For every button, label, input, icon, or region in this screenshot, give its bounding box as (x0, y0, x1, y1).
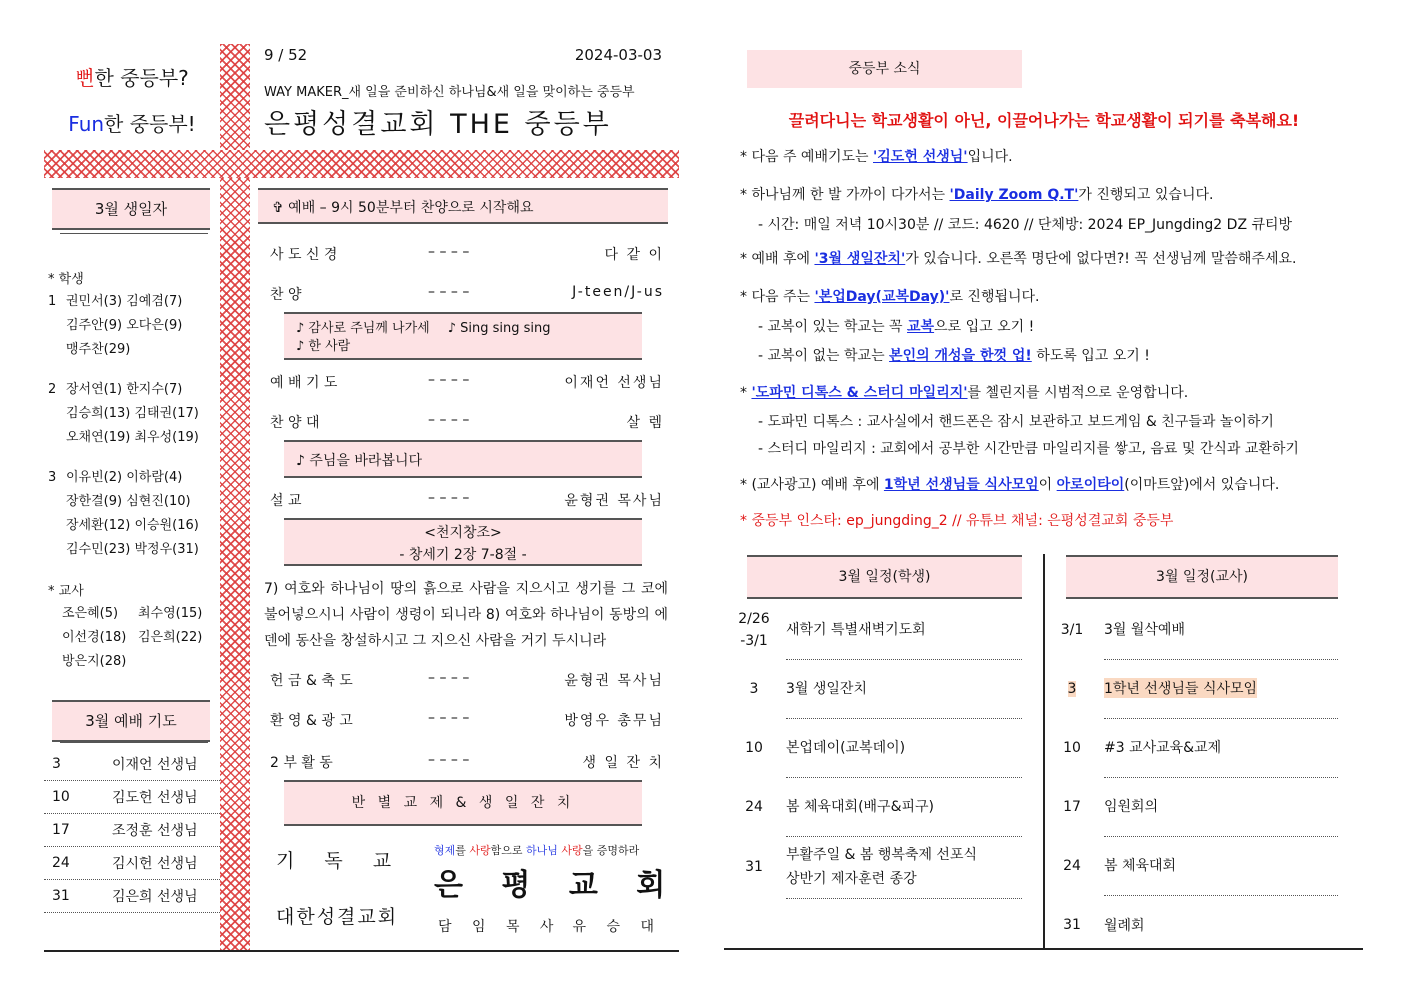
schedule-event: 봄 체육대회(배구&피구) (786, 777, 1022, 837)
order-value: 윤형권 목사님 (564, 673, 664, 689)
schedule-event: 새학기 특별새벽기도회 (786, 600, 1022, 660)
news-text: 으로 입고 오기 ! (934, 319, 1035, 335)
order-row (270, 670, 664, 690)
schedule-date: 31 (1063, 916, 1081, 933)
news-item (740, 474, 1279, 494)
birthday-line: 장한결(9) 심현진(10) (66, 494, 191, 509)
order-value: 살 렘 (626, 415, 664, 431)
slogan-1 (44, 62, 220, 91)
news-item (740, 146, 1013, 166)
birthday-line: 김수민(23) 박정우(31) (66, 542, 199, 557)
schedule-event: 봄 체육대회 (1104, 836, 1338, 896)
news-link[interactable]: 'Daily Zoom Q.T' (949, 187, 1079, 203)
order-value: 생 일 잔 치 (582, 755, 664, 771)
news-subitem: - 스터디 마일리지 : 교회에서 공부한 시간만큼 마일리지를 쌓고, 음료 및 간식과 교환하기 (758, 441, 1299, 457)
news-text: * 하나님께 한 발 가까이 다가서는 (740, 187, 950, 203)
schedule-date: 24 (1063, 857, 1081, 874)
birthday-line: 장세환(12) 이승원(16) (66, 518, 199, 533)
news-link[interactable]: '본업Day(교복Day)' (814, 289, 950, 305)
news-link[interactable]: '도파민 디톡스 & 스터디 마일리지' (751, 385, 968, 401)
schedule-date: 10 (1063, 739, 1081, 756)
order-row (270, 752, 664, 772)
news-headline: 끌려다니는 학교생활이 아닌, 이끌어나가는 학교생활이 되기를 축복해요! (788, 111, 1300, 130)
slogan-1-accent: 뻔 (75, 66, 95, 90)
news-item (740, 184, 1213, 204)
schedule-vertical-divider (1043, 554, 1045, 950)
order-label: 2 부 활 동 (270, 755, 333, 771)
prayer-date: 3 (52, 756, 61, 772)
motto-part: 함으로 (490, 844, 527, 857)
title-divider (60, 233, 208, 234)
teacher-item: 조은혜(5) (62, 606, 119, 621)
footer-church-name: 은 평 교 회 (434, 868, 680, 903)
news-text: 하도록 입고 오기 ! (1031, 348, 1150, 364)
order-dash: – – – – (428, 372, 470, 388)
teacher-list (62, 602, 218, 674)
schedule-students (734, 600, 1022, 898)
bulletin-date: 2024-03-03 (574, 46, 662, 64)
order-label: 사 도 신 경 (270, 247, 338, 263)
news-text: * (교사광고) 예배 후에 (740, 477, 884, 493)
news-text: - 교복이 없는 학교는 (758, 348, 890, 364)
pastor-label: 담 임 목 사 (438, 919, 562, 935)
news-subitem (758, 316, 1034, 336)
order-value: 다 같 이 (604, 247, 664, 263)
schedule-teachers-title: 3월 일정(교사) (1066, 555, 1338, 599)
schedule-event: 본업데이(교복데이) (786, 718, 1022, 778)
slogan-1-rest: 한 중등부? (94, 66, 189, 90)
teacher-item: 방은지(28) (62, 654, 127, 669)
prayer-title: 3월 예배 기도 (52, 700, 210, 742)
order-label: 찬 양 대 (270, 415, 320, 431)
left-page-bottom-line (44, 950, 679, 952)
news-text: * 예배 후에 (740, 251, 815, 267)
birthday-line: 장서연(1) 한지수(7) (66, 382, 183, 397)
order-value: 이재언 선생님 (564, 375, 664, 391)
motto-part: 하나님 (526, 844, 562, 857)
prayer-name: 조정훈 선생님 (112, 823, 198, 839)
news-text: 가 있습니다. 오른쪽 명단에 없다면?! 꼭 선생님께 말씀해주세요. (905, 251, 1297, 267)
birthday-title: 3월 생일자 (52, 188, 210, 230)
order-value: J-teen/J-us (572, 284, 664, 300)
schedule-event-highlight: 1학년 선생님들 식사모임 (1104, 678, 1257, 698)
slogan-2-accent: Fun (68, 112, 105, 136)
worship-header: ✞ 예배 – 9시 50분부터 찬양으로 시작해요 (258, 188, 668, 224)
motto-part: 형제 (434, 844, 456, 857)
teacher-item: 최수영(15) (138, 606, 203, 621)
news-text: 를 첼린지를 시범적으로 운영합니다. (967, 385, 1189, 401)
prayer-row (44, 814, 220, 847)
bottom-band: 반 별 교 제 & 생 일 잔 치 (284, 780, 642, 826)
order-row (270, 372, 664, 392)
schedule-event: 3월 생일잔치 (786, 659, 1022, 719)
order-label: 찬 양 (270, 287, 302, 303)
birthday-line: 이유빈(2) 이하람(4) (66, 470, 183, 485)
footer-denomination: 기 독 교 (276, 850, 404, 872)
schedule-students-title: 3월 일정(학생) (747, 555, 1022, 599)
news-text: * (740, 385, 752, 401)
order-dash: – – – – (428, 412, 470, 428)
news-item (740, 286, 1040, 306)
schedule-row (1054, 718, 1338, 777)
news-link[interactable]: 아로이타이 (1056, 477, 1125, 493)
song-item: ♪ Sing sing sing (447, 321, 551, 336)
order-value: 방영우 총무님 (564, 713, 664, 729)
order-label: 예 배 기 도 (270, 375, 338, 391)
prayer-date: 24 (52, 855, 70, 871)
schedule-row (734, 659, 1022, 718)
schedule-teachers (1054, 600, 1338, 954)
schedule-row (734, 836, 1022, 898)
news-link[interactable]: '김도헌 선생님' (873, 149, 968, 165)
schedule-row (1054, 777, 1338, 836)
news-text: 입니다. (967, 149, 1013, 165)
prayer-name: 김도헌 선생님 (112, 790, 198, 806)
grade-group-3 (48, 466, 218, 562)
motto-part: 사랑 (469, 844, 491, 857)
news-title: 중등부 소식 (747, 50, 1022, 88)
news-text: 로 진행됩니다. (949, 289, 1040, 305)
schedule-date-highlight: 3 (1067, 680, 1077, 697)
scripture-text: 7) 여호와 하나님이 땅의 흙으로 사람을 지으시고 생기를 그 코에 불어넣으시니 사람이 생령이 되니라 8) 여호와 하나님이 동방의 에덴에 동산을 창설하시고 그 지으신 사람을 거기 두시니라 (264, 581, 668, 649)
prayer-name: 김시헌 선생님 (112, 856, 198, 872)
schedule-event (1104, 659, 1338, 719)
order-dash: – – – – (428, 284, 470, 300)
news-text: 이 (1038, 477, 1057, 493)
order-label: 설 교 (270, 493, 302, 509)
footer-motto (434, 842, 639, 858)
birthday-line: 권민서(3) 김예겸(7) (66, 294, 183, 309)
order-label: 헌 금 & 축 도 (270, 673, 353, 689)
news-link[interactable]: 교복 (907, 319, 935, 335)
schedule-row (1054, 836, 1338, 895)
birthday-list (48, 290, 218, 562)
order-row (270, 710, 664, 730)
order-dash: – – – – (428, 490, 470, 506)
prayer-row (44, 880, 220, 913)
cross-vertical-band (220, 44, 250, 950)
slogan-2-rest: 한 중등부! (104, 112, 196, 136)
schedule-date: 17 (1063, 798, 1081, 815)
grade-group-2 (48, 378, 218, 450)
song-item: ♪ 한 사람 (296, 339, 351, 354)
song-item: ♪ 감사로 주님께 나가세 (296, 321, 430, 336)
schedule-event: 3월 월삭예배 (1104, 600, 1338, 660)
footer-pastor (438, 916, 662, 936)
students-label: * 학생 (48, 272, 84, 287)
teachers-label: * 교사 (48, 584, 84, 599)
schedule-date: 2/26 -3/1 (738, 610, 770, 649)
motto-part: 을 증명하라 (582, 844, 640, 857)
prayer-date: 17 (52, 822, 70, 838)
schedule-date: 24 (745, 798, 763, 815)
birthday-line: 김승희(13) 김태권(17) (66, 406, 199, 421)
bulletin-subtitle: WAY MAKER_새 일을 준비하신 하나님&새 일을 맞이하는 중등부 (264, 85, 635, 100)
schedule-date: 31 (745, 859, 763, 875)
order-dash: – – – – (428, 752, 470, 768)
order-value: 윤형권 목사님 (564, 493, 664, 509)
order-row (270, 490, 664, 510)
prayer-date: 31 (52, 888, 70, 904)
schedule-row (1054, 659, 1338, 718)
schedule-event: 임원회의 (1104, 777, 1338, 837)
schedule-row (734, 718, 1022, 777)
schedule-row (734, 600, 1022, 659)
prayer-row (44, 748, 220, 781)
prayer-row (44, 847, 220, 880)
pastor-name: 유 승 대 (572, 919, 662, 935)
song-list-1 (284, 312, 642, 360)
schedule-event: 부활주일 & 봄 행복축제 선포식 상반기 제자훈련 종강 (786, 836, 1022, 899)
teacher-item: 이선경(18) (62, 630, 127, 645)
birthday-line: 김주안(9) 오다은(9) (66, 318, 183, 333)
grade-number: 2 (48, 382, 57, 397)
right-page-bottom-line (724, 948, 1363, 950)
news-link[interactable]: '3월 생일잔치' (814, 251, 906, 267)
schedule-date: 3 (749, 680, 759, 697)
order-dash: – – – – (428, 710, 470, 726)
order-row (270, 284, 664, 304)
news-subitem: - 시간: 매일 저녁 10시30분 // 코드: 4620 // 단체방: 2024 EP_Jungding2 DZ 큐티방 (758, 217, 1293, 233)
schedule-row (1054, 600, 1338, 659)
order-row (270, 412, 664, 432)
prayer-table (44, 748, 220, 913)
scripture-box (284, 518, 642, 566)
prayer-name: 이재언 선생님 (112, 757, 198, 773)
order-row (270, 244, 664, 264)
motto-part: 를 (455, 844, 470, 857)
news-text: - 교복이 있는 학교는 꼭 (758, 319, 908, 335)
news-item (740, 248, 1296, 268)
footer-denomination-2: 대한성결교회 (276, 906, 399, 928)
birthday-line: 맹주찬(29) (66, 342, 131, 357)
order-label: 환 영 & 광 고 (270, 713, 353, 729)
scripture-reference: - 창세기 2장 7-8절 - (399, 547, 527, 563)
news-text: * 다음 주 예배기도는 (740, 149, 873, 165)
news-subitem: - 도파민 디톡스 : 교사실에서 핸드폰은 잠시 보관하고 보드게임 & 친구들과 놀이하기 (758, 414, 1274, 430)
song-list-2: ♪ 주님을 바라봅니다 (284, 440, 642, 478)
teacher-item: 김은희(22) (138, 630, 203, 645)
order-dash: – – – – (428, 670, 470, 686)
prayer-date: 10 (52, 789, 70, 805)
news-subitem (758, 345, 1150, 365)
page-number: 9 / 52 (264, 46, 308, 64)
news-text: (이마트앞)에서 있습니다. (1124, 477, 1280, 493)
scripture-title: <천지창조> (424, 525, 502, 541)
schedule-event: #3 교사교육&교제 (1104, 718, 1338, 778)
title-divider (60, 742, 208, 743)
news-text: * 다음 주는 (740, 289, 815, 305)
schedule-date (1054, 681, 1090, 697)
cross-horizontal-band (44, 150, 679, 178)
order-dash: – – – – (428, 244, 470, 260)
schedule-date: 10 (745, 739, 763, 756)
schedule-event: 월례회 (1104, 917, 1145, 934)
news-item (740, 382, 1188, 402)
motto-part: 사랑 (561, 844, 583, 857)
grade-number: 1 (48, 294, 57, 309)
grade-number: 3 (48, 470, 57, 485)
grade-group-1 (48, 290, 218, 362)
news-item-social: * 중등부 인스타: ep_jungding_2 // 유튜브 채널: 은평성결교회 중등부 (740, 513, 1174, 529)
news-text: 가 진행되고 있습니다. (1078, 187, 1214, 203)
schedule-row (1054, 895, 1338, 954)
news-link[interactable]: 1학년 선생님들 식사모임 (883, 477, 1039, 493)
birthday-line: 오채연(19) 최우성(19) (66, 430, 199, 445)
prayer-name: 김은희 선생님 (112, 889, 198, 905)
bulletin-title: 은평성결교회 THE 중등부 (264, 109, 612, 140)
prayer-row (44, 781, 220, 814)
news-link[interactable]: 본인의 개성을 한껏 업! (889, 348, 1032, 364)
slogan-2 (44, 108, 220, 137)
schedule-date: 3/1 (1060, 621, 1084, 638)
schedule-row (734, 777, 1022, 836)
